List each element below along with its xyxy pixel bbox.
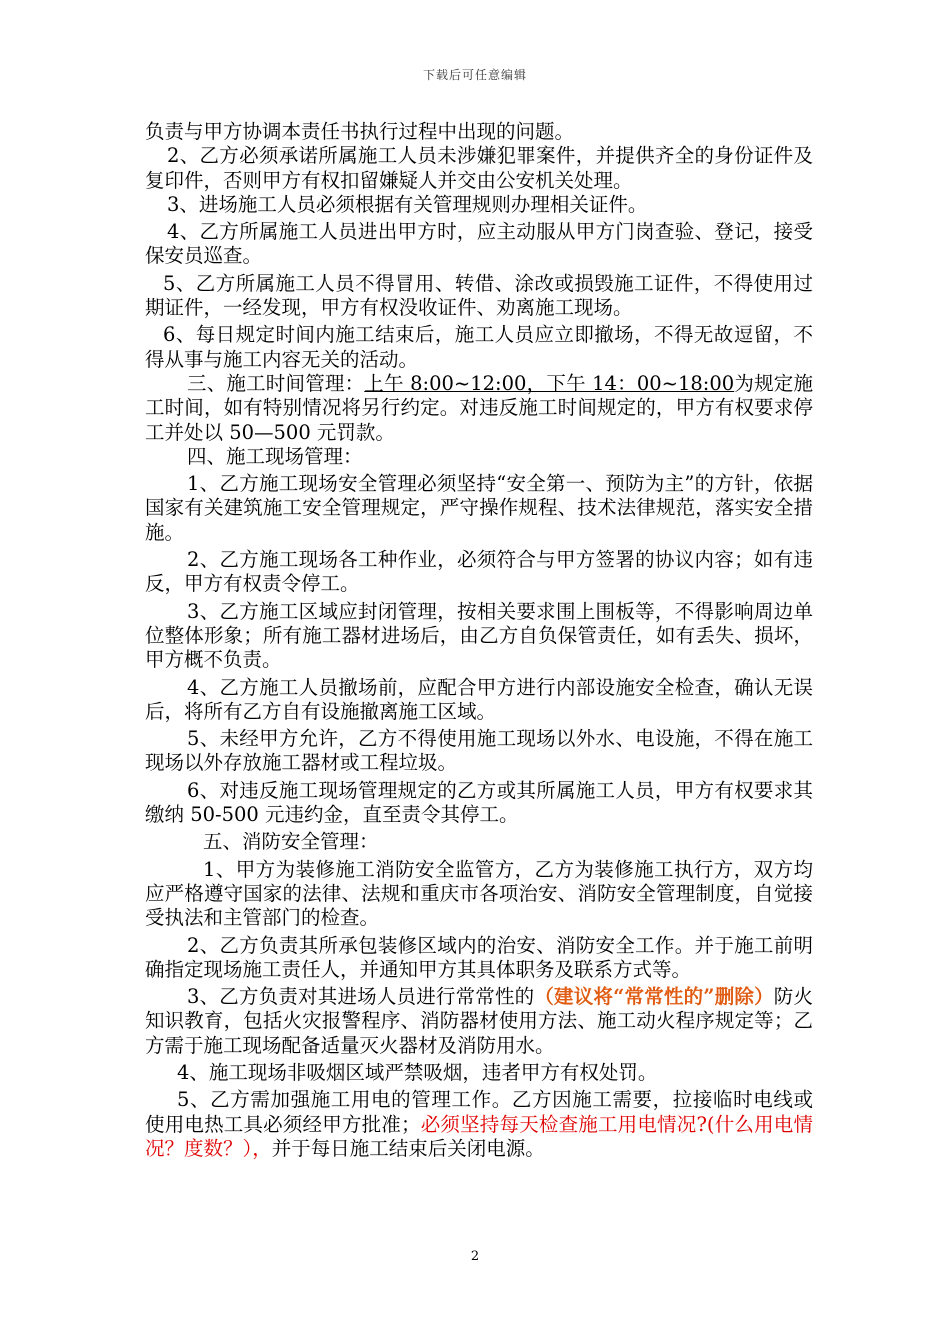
paragraph: 5、乙方所属施工人员不得冒用、转借、涂改或损毁施工证件，不得使用过期证件，一经发现，甲方有权没收证件、劝离施工现场。 xyxy=(145,271,813,320)
page-number: 2 xyxy=(470,1249,480,1264)
paragraph: 2、乙方必须承诺所属施工人员未涉嫌犯罪案件，并提供齐全的身份证件及复印件，否则甲方有权扣留嫌疑人并交由公安机关处理。 xyxy=(145,144,813,192)
paragraph: 6、每日规定时间内施工结束后，施工人员应立即撤场，不得无故逗留，不得从事与施工内容无关的活动。 xyxy=(145,323,813,371)
paragraph-schedule xyxy=(145,372,813,445)
paragraph: 1、乙方施工现场安全管理必须坚持“安全第一、预防为主”的方针，依据国家有关建筑施工安全管理规定，严守操作规程、技术法律规范，落实安全措施。 xyxy=(145,472,813,544)
schedule-text: 为规定施工时间，如有特别情况将另行约定。对违反施工时间规定的，甲方有权要求停工并处以 50—500 元罚款。 xyxy=(145,371,813,444)
review-comment: 必须坚持每天检查施工用电情况?(什么用电情况？度数？）， xyxy=(145,1112,813,1160)
section-heading-4: 四、施工现场管理： xyxy=(187,444,363,468)
section-heading-5: 五、消防安全管理： xyxy=(203,830,379,854)
paragraph-with-comment xyxy=(145,1088,813,1161)
paragraph-text: 5、乙方需加强施工用电的管理工作。乙方因施工需要，拉接临时电线或使用电热工具必须经甲方批准； xyxy=(145,1088,813,1136)
paragraph: 4、乙方施工人员撤场前，应配合甲方进行内部设施安全检查，确认无误后，将所有乙方自有设施撤离施工区域。 xyxy=(145,675,813,723)
paragraph: 1、甲方为装修施工消防安全监管方，乙方为装修施工执行方，双方均应严格遵守国家的法律、法规和重庆市各项治安、消防安全管理制度，自觉接受执法和主管部门的检查。 xyxy=(145,857,813,930)
paragraph-with-comment xyxy=(145,985,813,1058)
paragraph: 5、未经甲方允许，乙方不得使用施工现场以外水、电设施，不得在施工现场以外存放施工器材或工程垃圾。 xyxy=(145,727,813,775)
paragraph: 6、对违反施工现场管理规定的乙方或其所属施工人员，甲方有权要求其缴纳 50-500 元违约金，直至责令其停工。 xyxy=(145,778,813,827)
section-heading-3: 三、施工时间管理： xyxy=(187,371,365,395)
paragraph: 2、乙方施工现场各工种作业，必须符合与甲方签署的协议内容；如有违反，甲方有权责令停工。 xyxy=(145,548,813,596)
paragraph: 4、施工现场非吸烟区域严禁吸烟，违者甲方有权处罚。 xyxy=(177,1060,658,1084)
paragraph: 3、进场施工人员必须根据有关管理规则办理相关证件。 xyxy=(167,192,648,216)
page-header: 下载后可任意编辑 xyxy=(422,68,527,82)
paragraph: 2、乙方负责其所承包装修区域内的治安、消防安全工作。并于施工前明确指定现场施工责任人，并通知甲方其具体职务及联系方式等。 xyxy=(145,933,813,981)
paragraph-text: 防火知识教育，包括火灾报警程序、消防器材使用方法、施工动火程序规定等；乙方需于施工现场配备适量灭火器材及消防用水。 xyxy=(145,985,813,1057)
paragraph-text: 3、乙方负责对其进场人员进行常常性的 xyxy=(187,985,535,1009)
review-comment: （建议将“常常性的”删除） xyxy=(534,985,774,1009)
paragraph: 负责与甲方协调本责任书执行过程中出现的问题。 xyxy=(145,120,575,143)
paragraph: 3、乙方施工区域应封闭管理，按相关要求围上围板等，不得影响周边单位整体形象；所有施工器材进场后，由乙方自负保管责任，如有丢失、损坏，甲方概不负责。 xyxy=(145,599,813,672)
schedule-hours: 上午 8:00~12:00，下午 14：00~18:00 xyxy=(364,371,735,395)
paragraph: 4、乙方所属施工人员进出甲方时，应主动服从甲方门岗查验、登记，接受保安员巡查。 xyxy=(145,220,813,268)
paragraph-text: 并于每日施工结束后关闭电源。 xyxy=(271,1136,545,1160)
document-body xyxy=(145,120,813,1161)
